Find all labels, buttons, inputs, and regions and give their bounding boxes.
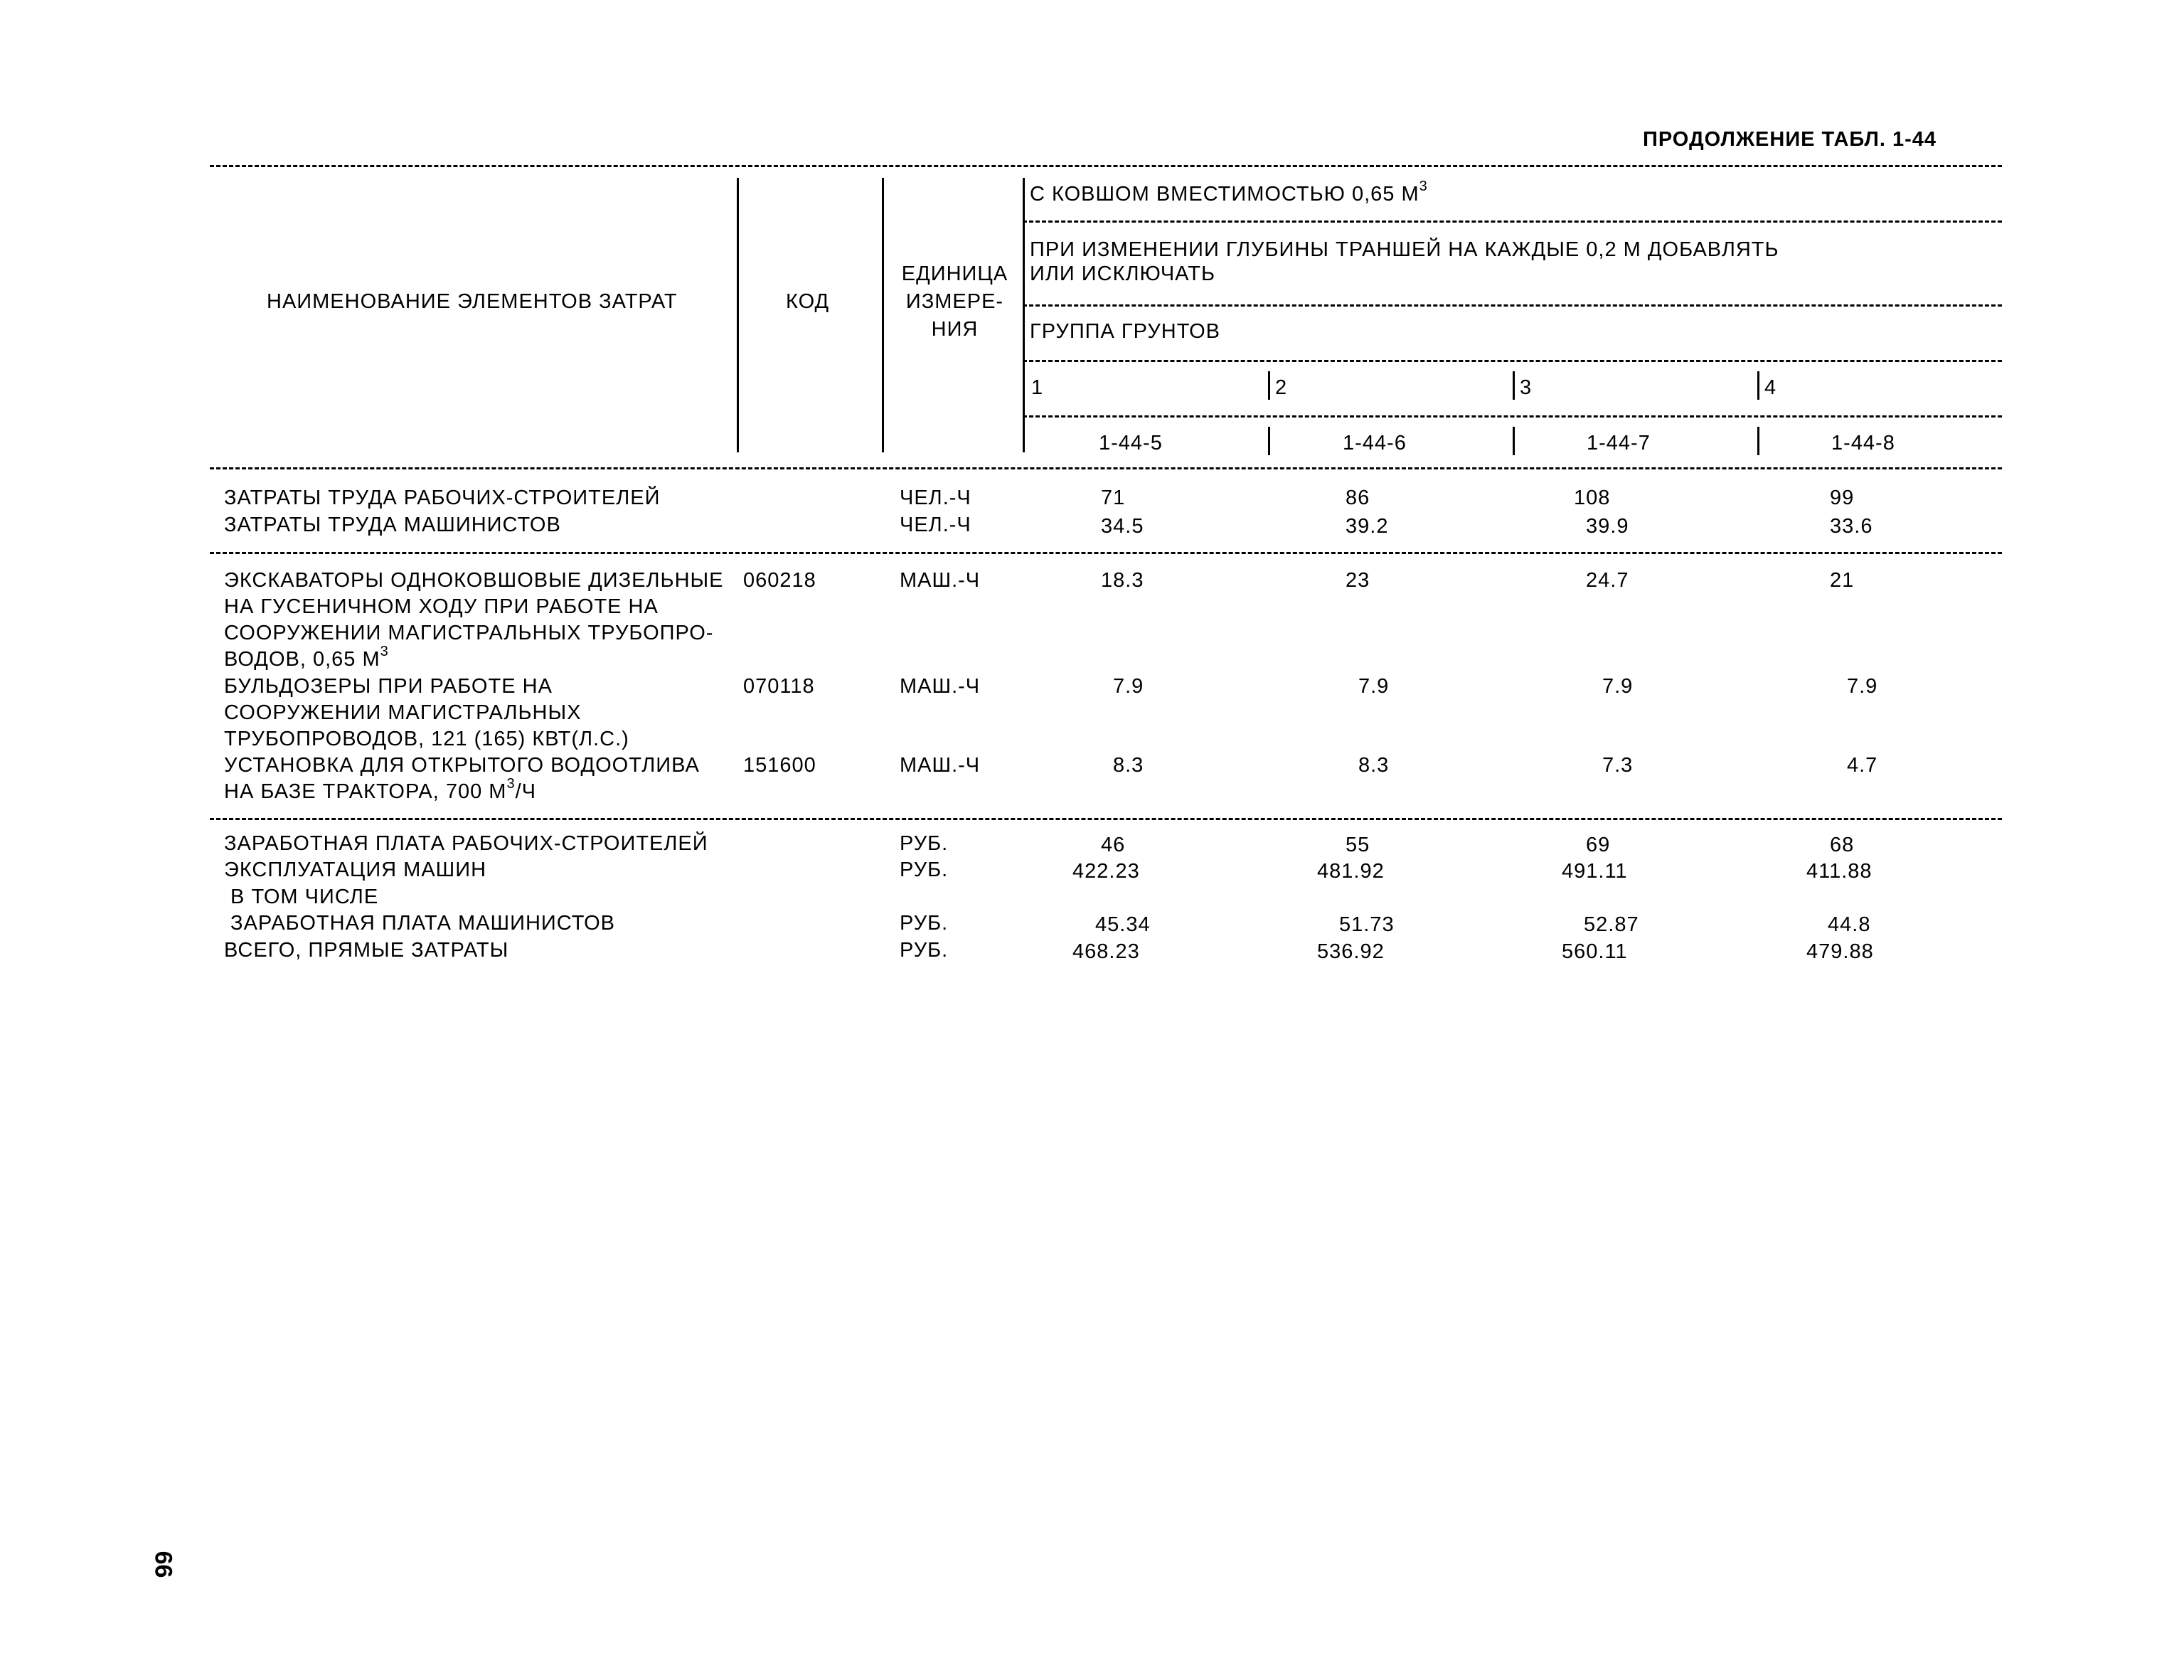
rule-header-4 [1023, 415, 2002, 418]
table-continuation-title: ПРОДОЛЖЕНИЕ ТАБЛ. 1-44 [1643, 128, 1937, 151]
total-row-5-val-1: 468.23 [1072, 940, 1140, 963]
header-depth-line2: ИЛИ ИСКЛЮЧАТЬ [1030, 262, 1215, 285]
labor-row-1-val-1: 71 [1101, 487, 1126, 509]
machine-3-val-1: 8.3 [1113, 754, 1144, 777]
total-row-1-val-4: 68 [1830, 834, 1855, 856]
rule-header-1 [1023, 220, 2002, 223]
total-row-5-val-2: 536.92 [1317, 940, 1385, 963]
total-row-4-val-3: 52.87 [1584, 913, 1639, 936]
total-row-2-unit: РУБ. [900, 858, 949, 881]
total-row-5-unit: РУБ. [900, 939, 949, 962]
total-row-2-val-1: 422.23 [1072, 860, 1140, 883]
machine-1-val-1: 18.3 [1101, 569, 1144, 592]
labor-row-1-val-2: 86 [1346, 487, 1370, 509]
machine-1-val-2: 23 [1346, 569, 1370, 592]
total-row-4-val-2: 51.73 [1339, 913, 1395, 936]
total-row-5-name: ВСЕГО, ПРЯМЫЕ ЗАТРАТЫ [224, 939, 509, 962]
machine-2-val-1: 7.9 [1113, 675, 1144, 698]
total-row-1-val-3: 69 [1586, 834, 1611, 856]
machine-3-unit: МАШ.-Ч [900, 754, 981, 777]
norm-code-3: 1-44-7 [1587, 432, 1651, 454]
machine-2-val-2: 7.9 [1358, 675, 1390, 698]
page-number: 66 [149, 1551, 177, 1578]
labor-row-1-val-3: 108 [1574, 487, 1611, 509]
machine-1-name-line4: ВОДОВ, 0,65 $М^3$ [224, 644, 389, 671]
total-row-4-val-4: 44.8 [1828, 913, 1871, 936]
labor-row-2-val-4: 33.6 [1830, 515, 1873, 538]
total-row-4-name: ЗАРАБОТНАЯ ПЛАТА МАШИНИСТОВ [224, 912, 616, 935]
total-row-1-val-1: 46 [1101, 834, 1126, 856]
machine-3-val-3: 7.3 [1602, 754, 1634, 777]
machine-3-code: 151600 [743, 754, 816, 777]
machine-2-name-line1: БУЛЬДОЗЕРЫ ПРИ РАБОТЕ НА [224, 675, 553, 698]
header-unit-line3: НИЯ [931, 318, 979, 341]
labor-row-2-val-1: 34.5 [1101, 515, 1144, 538]
labor-row-2-unit: ЧЕЛ.-Ч [900, 514, 971, 536]
total-row-2-val-4: 411.88 [1806, 860, 1873, 883]
machine-3-val-4: 4.7 [1847, 754, 1878, 777]
header-soil-group: ГРУППА ГРУНТОВ [1030, 320, 1221, 343]
machine-2-name-line2: СООРУЖЕНИИ МАГИСТРАЛЬНЫХ [224, 701, 582, 724]
labor-row-1-name: ЗАТРАТЫ ТРУДА РАБОЧИХ-СТРОИТЕЛЕЙ [224, 487, 661, 509]
col-sep-c2 [1268, 427, 1270, 455]
machine-2-val-3: 7.9 [1602, 675, 1634, 698]
labor-row-2-val-3: 39.9 [1586, 515, 1629, 538]
total-row-3-name: В ТОМ ЧИСЛЕ [224, 886, 379, 908]
header-unit-line2: ИЗМЕРЕ- [905, 290, 1004, 313]
total-row-1-name: ЗАРАБОТНАЯ ПЛАТА РАБОЧИХ-СТРОИТЕЛЕЙ [224, 832, 708, 855]
labor-row-1-unit: ЧЕЛ.-Ч [900, 487, 971, 509]
total-row-2-val-3: 491.11 [1562, 860, 1628, 883]
group-1: 1 [1031, 376, 1044, 399]
col-sep-name-code [737, 178, 739, 452]
col-sep-g3 [1513, 371, 1515, 400]
col-sep-g2 [1268, 371, 1270, 400]
machine-1-val-3: 24.7 [1586, 569, 1629, 592]
machine-1-code: 060218 [743, 569, 816, 592]
total-row-1-unit: РУБ. [900, 832, 949, 855]
group-2: 2 [1275, 376, 1288, 399]
header-bucket: С КОВШОМ ВМЕСТИМОСТЬЮ 0,65 $М^3$ [1030, 179, 1428, 206]
norm-code-2: 1-44-6 [1343, 432, 1407, 454]
col-sep-code-unit [882, 178, 884, 452]
machine-2-val-4: 7.9 [1847, 675, 1878, 698]
machine-3-name-line1: УСТАНОВКА ДЛЯ ОТКРЫТОГО ВОДООТЛИВА [224, 754, 700, 777]
rule-section-2 [210, 818, 2002, 820]
total-row-1-val-2: 55 [1346, 834, 1370, 856]
total-row-2-val-2: 481.92 [1317, 860, 1385, 883]
col-sep-unit-values [1023, 178, 1025, 452]
rule-header-2 [1023, 304, 2002, 307]
rule-header-3 [1023, 360, 2002, 362]
total-row-4-unit: РУБ. [900, 912, 949, 935]
total-row-2-name: ЭКСПЛУАТАЦИЯ МАШИН [224, 858, 487, 881]
machine-3-name-line2: НА БАЗЕ ТРАКТОРА, 700 $М^3/Ч$ [224, 776, 536, 803]
machine-2-unit: МАШ.-Ч [900, 675, 981, 698]
labor-row-2-name: ЗАТРАТЫ ТРУДА МАШИНИСТОВ [224, 514, 561, 536]
total-row-5-val-4: 479.88 [1806, 940, 1874, 963]
header-name-col: НАИМЕНОВАНИЕ ЭЛЕМЕНТОВ ЗАТРАТ [267, 290, 678, 313]
col-sep-c4 [1757, 427, 1759, 455]
machine-1-name-line3: СООРУЖЕНИИ МАГИСТРАЛЬНЫХ ТРУБОПРО- [224, 622, 714, 644]
machine-2-code: 070118 [743, 675, 815, 698]
total-row-5-val-3: 560.11 [1562, 940, 1628, 963]
total-row-4-val-1: 45.34 [1095, 913, 1151, 936]
machine-1-val-4: 21 [1830, 569, 1855, 592]
rule-top [210, 165, 2002, 167]
machine-1-name-line1: ЭКСКАВАТОРЫ ОДНОКОВШОВЫЕ ДИЗЕЛЬНЫЕ [224, 569, 724, 592]
norm-code-4: 1-44-8 [1831, 432, 1895, 454]
machine-2-name-line3: ТРУБОПРОВОДОВ, 121 (165) КВТ(Л.С.) [224, 728, 629, 750]
norm-code-1: 1-44-5 [1099, 432, 1163, 454]
machine-1-unit: МАШ.-Ч [900, 569, 981, 592]
rule-header-bottom [210, 467, 2002, 469]
group-3: 3 [1520, 376, 1533, 399]
machine-1-name-line2: НА ГУСЕНИЧНОМ ХОДУ ПРИ РАБОТЕ НА [224, 595, 659, 618]
labor-row-2-val-2: 39.2 [1346, 515, 1389, 538]
col-sep-g4 [1757, 371, 1759, 400]
group-4: 4 [1764, 376, 1777, 399]
labor-row-1-val-4: 99 [1830, 487, 1855, 509]
rule-section-1 [210, 552, 2002, 554]
header-unit-line1: ЕДИНИЦА [901, 262, 1008, 285]
header-code-col: КОД [786, 290, 830, 313]
machine-3-val-2: 8.3 [1358, 754, 1390, 777]
header-depth-line1: ПРИ ИЗМЕНЕНИИ ГЛУБИНЫ ТРАНШЕЙ НА КАЖДЫЕ 0,2 М ДОБАВЛЯТЬ [1030, 238, 1779, 261]
col-sep-c3 [1513, 427, 1515, 455]
